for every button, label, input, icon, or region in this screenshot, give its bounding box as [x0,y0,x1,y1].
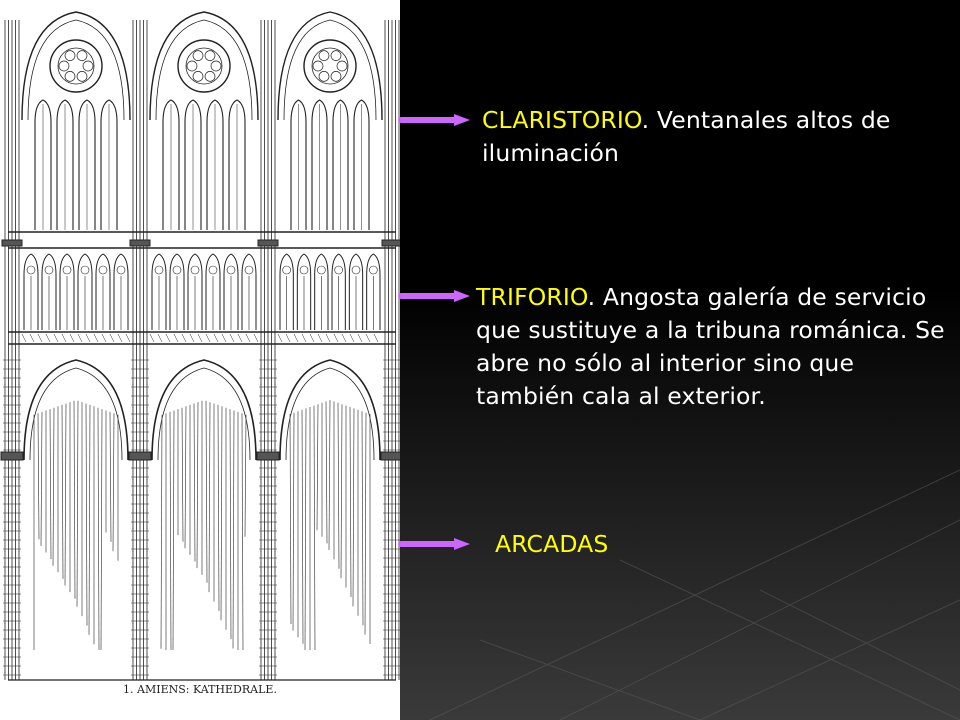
arrow-icon-triforium [398,290,470,302]
label-clerestory-head: CLARISTORIO [482,106,642,134]
arrow-icon-arcades [398,538,470,550]
label-triforium [476,281,956,413]
capital [130,240,150,246]
capital [1,452,23,460]
label-clerestory [482,104,942,170]
capital [2,240,22,246]
label-triforium-head: TRIFORIO [476,283,588,311]
label-clerestory-text: . Ventanales altos de iluminación [482,106,891,167]
cathedral-elevation-svg [0,0,400,720]
label-arcades: ARCADAS [495,530,609,558]
capital [129,452,151,460]
cathedral-elevation-drawing [0,0,400,720]
label-triforium-text: . Angosta galería de servicio que sustituye a la tribuna románica. Se abre no sólo al interior sino que también cala al exterior. [476,283,945,410]
drawing-caption: 1. AMIENS: KATHEDRALE. [123,683,277,696]
capital [381,452,400,460]
capital [382,240,400,246]
arrow-icon-clerestory [398,114,470,126]
capital [257,452,279,460]
capital [258,240,278,246]
